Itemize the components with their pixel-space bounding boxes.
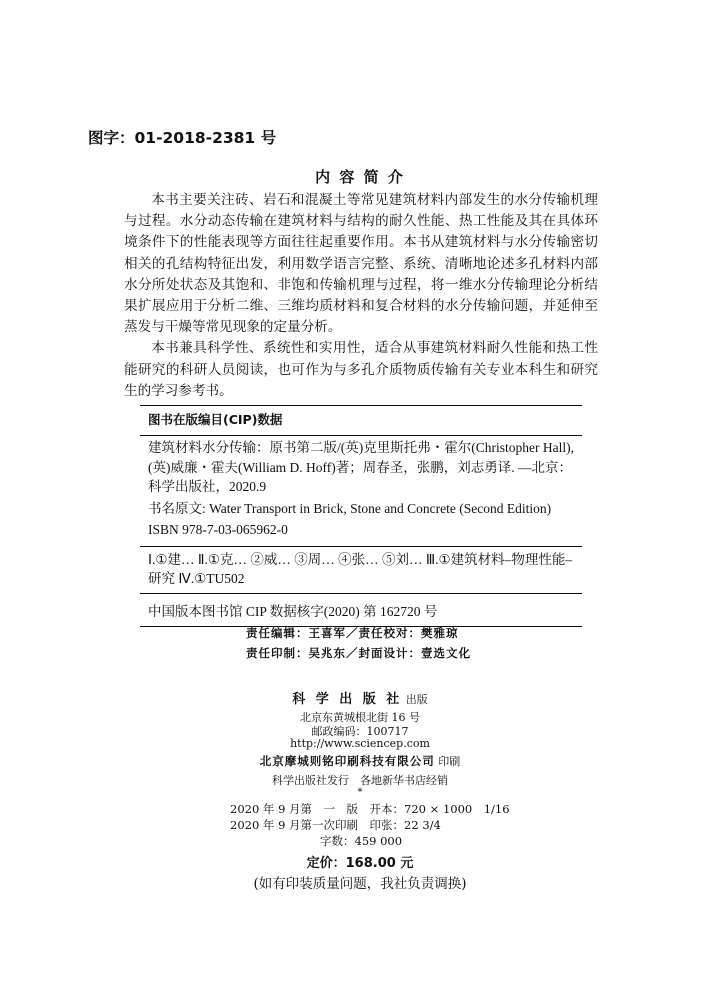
- publisher-name: 科 学 出 版 社: [292, 692, 403, 707]
- credits-production: 责任印制：吴兆东／封面设计：壹选文化: [246, 646, 471, 660]
- distribution: 科学出版社发行 各地新华书店经销: [272, 774, 448, 787]
- cip-subjects: Ⅰ.①建… Ⅱ.①克… ②威… ③周… ④张… ⑤刘… Ⅲ.①建筑材料–物理性能–研究 Ⅳ.①TU502: [148, 551, 573, 586]
- publisher-line: [0, 688, 720, 707]
- price: 定价：168.00 元: [306, 856, 414, 871]
- publisher-postcode: 邮政编码：100717: [311, 725, 409, 738]
- cip-isbn: ISBN 978-7-03-065962-0: [148, 522, 288, 537]
- cip-original-title: 书名原文: Water Transport in Brick, Stone and Concrete (Second Edition): [148, 500, 552, 516]
- cip-library-number: 中国版本图书馆 CIP 数据核字(2020) 第 162720 号: [148, 603, 438, 619]
- publisher-url: http://www.sciencep.com: [290, 737, 430, 750]
- publisher-address: 北京东黄城根北街 16 号: [300, 711, 420, 724]
- printer-line: [0, 753, 720, 769]
- summary-title: 内 容 简 介: [315, 168, 405, 186]
- printer-role: 印刷: [438, 755, 461, 768]
- summary-paragraph-2: 本书兼具科学性、系统性和实用性，适合从事建筑材料耐久性能和热工性能研究的科研人员阅读，也可作为与多孔介质物质传输有关专业本科生和研究生的学习参考书。: [124, 340, 598, 399]
- edition-line-2: 2020 年 9 月第一次印刷 印张：22 3/4: [230, 818, 441, 832]
- cip-block: [140, 405, 582, 627]
- printer-name: 北京摩城则铭印刷科技有限公司: [259, 754, 435, 768]
- summary-body: [124, 190, 598, 402]
- edition-word-count: 字数：459 000: [320, 834, 403, 848]
- price-note: (如有印装质量问题，我社负责调换): [253, 876, 467, 892]
- publisher-role: 出版: [405, 693, 428, 706]
- registration-number: 图字：01-2018-2381 号: [88, 129, 277, 147]
- edition-line-1: 2020 年 9 月第 一 版 开本：720 × 1000 1/16: [230, 802, 510, 816]
- credits-editors: 责任编辑：王喜军／责任校对：樊雅琼: [246, 626, 459, 640]
- cip-description: 建筑材料水分传输：原书第二版/(英)克里斯托弗・霍尔(Christopher Hall), (英)威廉・霍夫(William D. Hoff)著；周春圣，张鹏，刘志勇译. —北京：科学出版社，2020.9: [148, 440, 574, 494]
- summary-paragraph-1: 本书主要关注砖、岩石和混凝土等常见建筑材料内部发生的水分传输机理与过程。水分动态传输在建筑材料与结构的耐久性能、热工性能及其在具体环境条件下的性能表现等方面往往起重要作用。本书从建筑材料与水分传输密切相关的孔结构特征出发，利用数学语言完整、系统、清晰地论述多孔材料内部水分所处状态及其饱和、非饱和传输机理与过程，将一维水分传输理论分析结果扩展应用于分析二维、三维均质材料和复合材料的水分传输问题，并延伸至蒸发与干燥等常见现象的定量分析。: [124, 192, 598, 336]
- cip-heading: 图书在版编目(CIP)数据: [140, 406, 582, 436]
- star-mark: *: [357, 787, 363, 798]
